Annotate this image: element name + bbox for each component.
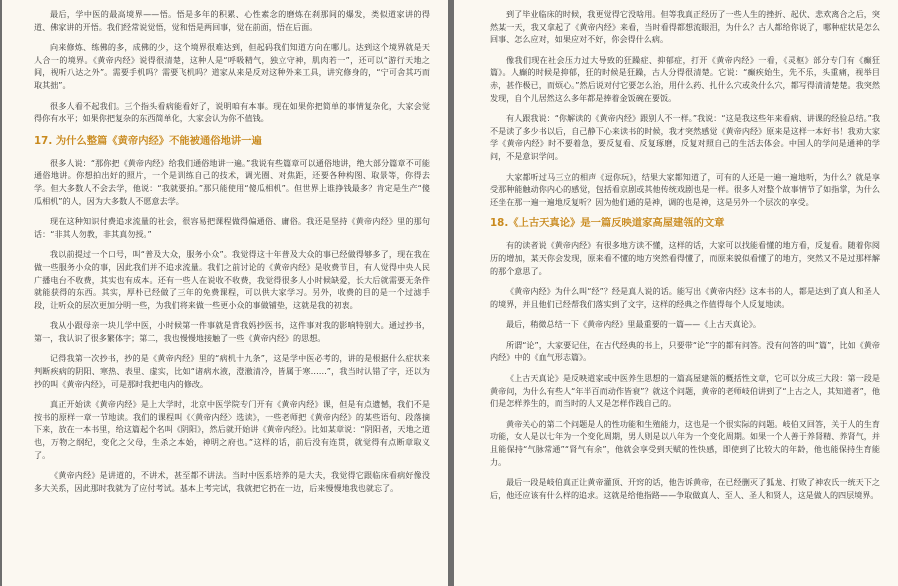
- right-page: [454, 0, 898, 586]
- section-heading-17: 17. 为什么整篇《黄帝内经》不能被通俗地讲一遍: [34, 134, 262, 147]
- paragraph: 记得我第一次抄书，抄的是《黄帝内经》里的“病机十九条”，这是学中医必考的，讲的是根据什么症状来判断疾病的阴阳、寒热、表里、虚实，比如“诸病水液，澄澈清冷，皆属于寒……”，我当时认错了字，还以为抄的叫《黄帝内经》，可是那时我把电内的修改。: [34, 353, 430, 389]
- paragraph: 黄帝关心的第二个问题是人的性功能和生殖能力，这也是一个很实际的问题。岐伯又回答，关于人的生育功能，女人是以七年为一个变化周期，男人则是以八年为一个变化周期。如果一个人善于养肾精、养肾气，并且能保持“气脉常通”“肾气有余”，他就会享受到天赋的性快感，即使到了比较大的年龄，他也能保持生育能力。: [490, 418, 880, 467]
- paragraph: 所谓“论”，大家要记住，在古代经典的书上，只要带“论”字的都有问答。没有问答的叫“篇”，比如《黄帝内经》中的《血气形志篇》。: [490, 339, 880, 363]
- paragraph: 《黄帝内经》为什么叫“经”？经是真人说的话。能写出《黄帝内经》这本书的人，都是达到了真人和圣人的境界，并且他们已经帮我们落实到了文字，这样的经典之作值得每个人反复地读。: [490, 286, 880, 309]
- section-heading-18: 18.《上古天真论》是一篇反映道家高屋建瓴的文章: [490, 217, 725, 230]
- paragraph: 像我们现在社会压力过大导致的狂躁症、抑郁症，打开《黄帝内经》一看，《灵枢》部分专门有《癫狂篇》。人癫的时候是抑郁，狂的时候是狂躁，古人分得很清楚。它说：“癫疾始生，先不乐，头重痛，视举目赤，甚作极已，而烦心。”然后说对付它要怎么治，用什么药、扎什么穴或灸什么穴，都写得清清楚楚。我突然发现，自个儿居然这么多年都是捧着金饭碗在要饭。: [490, 54, 880, 103]
- left-page: [2, 0, 448, 586]
- paragraph: 大家都听过马三立的相声《逗你玩》，结果大家都知道了，可有的人还是一遍一遍地听，为什么？就是享受那种能触动你内心的感觉，包括看京剧或其他传统戏剧也是一样。很多人对整个故事情节了如指掌，为什么还坐在那一遍一遍地反复听？因为他们通的是神，调的也是神，这是另外一个层次的享受。: [490, 171, 880, 207]
- paragraph: 最后，稍微总结一下《黄帝内经》里最重要的一篇——《上古天真论》。: [506, 319, 761, 330]
- paragraph: 我从小跟母亲一块儿学中医，小时候第一件事就是背我妈抄医书，这件事对我的影响特别大。通过抄书，第一，我认识了很多繁体字；第二，我也慢慢地接触了一些《黄帝内经》的思想。: [34, 320, 430, 343]
- paragraph: 很多人看不起我们。三个指头看病能看好了，说明咱有本事。现在如果你把简单的事情复杂化，大家会觉得你有水平；如果你把复杂的东西简单化，大家会认为你不值钱。: [34, 100, 430, 124]
- paragraph: 最后，学中医的最高境界——悟。悟是多年的积累、心性素念的磨炼在刹那间的爆发，类似道家讲的得道、佛家讲的开悟。我们经常说觉悟，觉和悟是两回事，觉在前面，悟在后面。: [34, 9, 430, 32]
- paragraph: 《上古天真论》是反映道家或中医养生思想的一篇高屋建瓴的概括性文章，它可以分成三大段：第一段是黄帝问，为什么有些人“年半百而动作皆衰”？就这个问题，黄帝的老师岐伯讲到了“上古之人，其知道者”，他们是怎样养生的，而当时的人又是怎样作践自己的。: [490, 373, 880, 409]
- paragraph: 我以前提过一个口号，叫“普及大众，服务小众”。我觉得这十年普及大众的事已经做得够多了，现在我在做一些服务小众的事，因此我们并不追求流量。我们之前讨论的《黄帝内经》是收费节目，有人觉得中央人民广播电台不收费，其实也有成本。还有一些人在说收不收费，我觉得很多人小时候缺爱，长大后就需要无条件就能获得的东西。其实，厚朴已经做了三年的免费课程，可以供大家学习。另外，收费的目的是一个过滤手段，让听众的层次更加分明一些，为我们将来做一些更小众的事做铺垫，这就是我的初衷。: [34, 249, 430, 310]
- paragraph: 很多人说：“那你把《黄帝内经》给我们通俗地讲一遍。”我说有些篇章可以通俗地讲，绝大部分篇章不可能通俗地讲。你想拍出好的照片，一个是训练自己的技术，调光圈、对焦距，还要各种构图、取景等，你得去学。但大多数人不会去学，他说：“我就要拍。”那只能使用“傻瓜相机”。但世界上谁挣钱最多？肯定是生产“傻瓜相机”的人，因为大多数人不愿意去学。: [34, 157, 430, 206]
- paragraph: 有人跟我说：“你解读的《黄帝内经》跟别人不一样。”我说：“这是我这些年来看病、讲课的经验总结。”我不是读了多少书以后，自己静下心来读书的时候，我才突然感觉《黄帝内经》原来是这样一本好书！我劝大家学《黄帝内经》时不要着急，要反复看、反复琢磨，反复对照自己的生活去体会。中国人的学问是通神的学问，不是意识学问。: [490, 113, 880, 161]
- paragraph: 最后一段是岐伯真正让黄帝灌顶、开窍的话，他告诉黄帝，在已经删灭了狐尨、打败了神农氏一统天下之后，他还应该有什么样的追求。这就是给他指路——争取做真人、至人、圣人和贤人，这是做人的四层境界。: [490, 477, 880, 500]
- paragraph: 向来修炼、练佛的多，成佛的少，这个境界很难达到，但起码我们知道方向在哪儿。达到这个境界就是天人合一的境界。《黄帝内经》说得很清楚，这种人是“呼吸精气，独立守神，肌肉若一”，还可以“游行天地之间，视听八达之外”。需要手机吗？需要飞机吗？道家从来是反对这种外来工具，讲究修身的，“宁可舍其巧而取其拙”。: [34, 42, 430, 90]
- paragraph: 有的读者说《黄帝内经》有很多地方读不懂，这样的话，大家可以找能看懂的地方看，反复看。随着你阅历的增加，某天你会发现，原来看不懂的地方突然看得懂了，而原来貌似看懂了的地方，突然又不是过那样解的那个意思了。: [490, 240, 880, 276]
- paragraph: 现在这种知识付费追求流量的社会，很容易把课程做得偏通俗、庸俗。我还是坚持《黄帝内经》里的那句话：“非其人勿教，非其真勿授。”: [34, 216, 430, 239]
- paragraph: 到了毕业临床的时候，我更觉得它没啥用。但等我真正经历了一些人生的挫折、起伏、悲欢离合之后，突然某一天，我又拿起了《黄帝内经》来看，当时看得都想流眼泪，为什么？古人都给你说了，哪种症状是怎么回事、怎么应对，如果应对不好，你会得什么病。: [490, 9, 880, 45]
- paragraph: 真正开始读《黄帝内经》是上大学时，北京中医学院专门开有《黄帝内经》课，但是有点遗憾，我们不是按书的原样一章一节地读。我们的课程叫《〈黄帝内经〉选读》，一些老师把《黄帝内经》的某些语句、段落摘下来，放在一本书里，给这篇起个名叫《阴阳》，然后就开始讲《黄帝内经》。比如某章说：“阴阳者，天地之道也，万物之纲纪，变化之父母，生杀之本始，神明之府也。”这样的话，前后没有连贯，就觉得有点断章取义了。: [34, 399, 430, 460]
- paragraph: 《黄帝内经》是讲道的，不讲术，甚至都不讲法。当时中医系培养的是大夫，我觉得它跟临床看病好像没多大关系，因此那时我就为了应付考试。基本上考完试，我就把它扔在一边，后来慢慢地我也就忘了。: [34, 470, 430, 493]
